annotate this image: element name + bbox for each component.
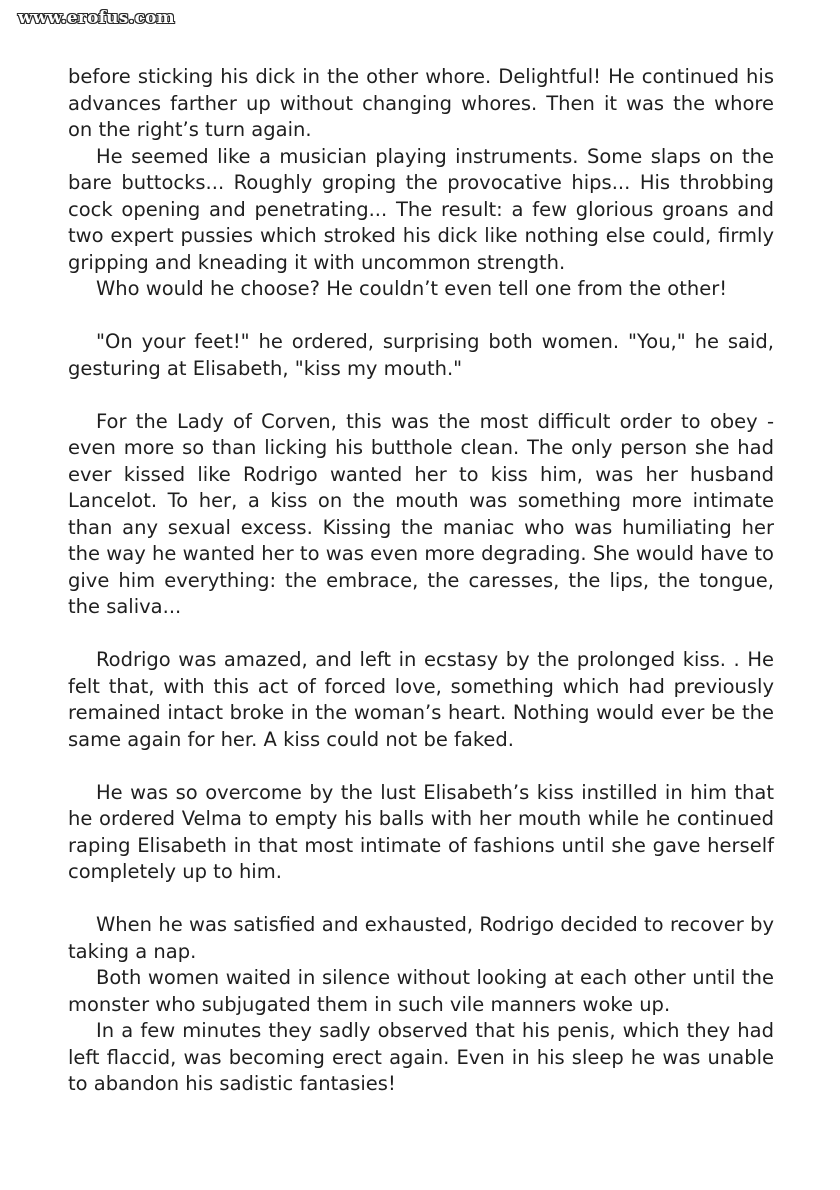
paragraph: Who would he choose? He couldn’t even tell one from the other!	[96, 277, 728, 300]
paragraph-gap	[68, 621, 774, 648]
paragraph: before sticking his dick in the other whore. Delightful! He continued his advances farther up without changing whores. Then it was the whore on the right’s turn again.	[68, 65, 774, 141]
story-text	[68, 64, 774, 1098]
paragraph: In a few minutes they sadly observed that his penis, which they had left flaccid, was becoming erect again. Even in his sleep he was unable to abandon his sadistic fantasies!	[68, 1019, 774, 1095]
paragraph-gap	[68, 886, 774, 913]
paragraph: Both women waited in silence without looking at each other until the monster who subjugated them in such vile manners woke up.	[68, 966, 774, 1016]
paragraph: He seemed like a musician playing instruments. Some slaps on the bare buttocks... Roughly groping the provocative hips... His throbbing cock opening and penetrating... The result: a few glorious groans and two expert pussies which stroked his dick like nothing else could, firmly gripping and kneading it with uncommon strength.	[68, 144, 774, 274]
site-watermark: www.erofus.com	[18, 8, 175, 28]
paragraph: Rodrigo was amazed, and left in ecstasy by the prolonged kiss. . He felt that, with this act of forced love, something which had previously remained intact broke in the woman’s heart. Nothing would ever be the same again for her. A kiss could not be faked.	[68, 648, 774, 751]
paragraph: "On your feet!" he ordered, surprising both women. "You," he said, gesturing at Elisabeth, "kiss my mouth."	[68, 330, 774, 380]
paragraph: He was so overcome by the lust Elisabeth’s kiss instilled in him that he ordered Velma to empty his balls with her mouth while he continued raping Elisabeth in that most intimate of fashions until she gave herself completely up to him.	[68, 780, 774, 883]
paragraph: When he was satisfied and exhausted, Rodrigo decided to recover by taking a nap.	[68, 913, 774, 963]
paragraph-gap	[68, 303, 774, 330]
paragraph-gap	[68, 753, 774, 780]
paragraph: For the Lady of Corven, this was the most difficult order to obey - even more so than licking his butthole clean. The only person she had ever kissed like Rodrigo wanted her to kiss him, was her husband Lancelot. To her, a kiss on the mouth was something more intimate than any sexual excess. Kissing the maniac who was humiliating her the way he wanted her to was even more degrading. She would have to give him everything: the embrace, the caresses, the lips, the tongue, the saliva...	[68, 409, 774, 618]
paragraph-gap	[68, 382, 774, 409]
